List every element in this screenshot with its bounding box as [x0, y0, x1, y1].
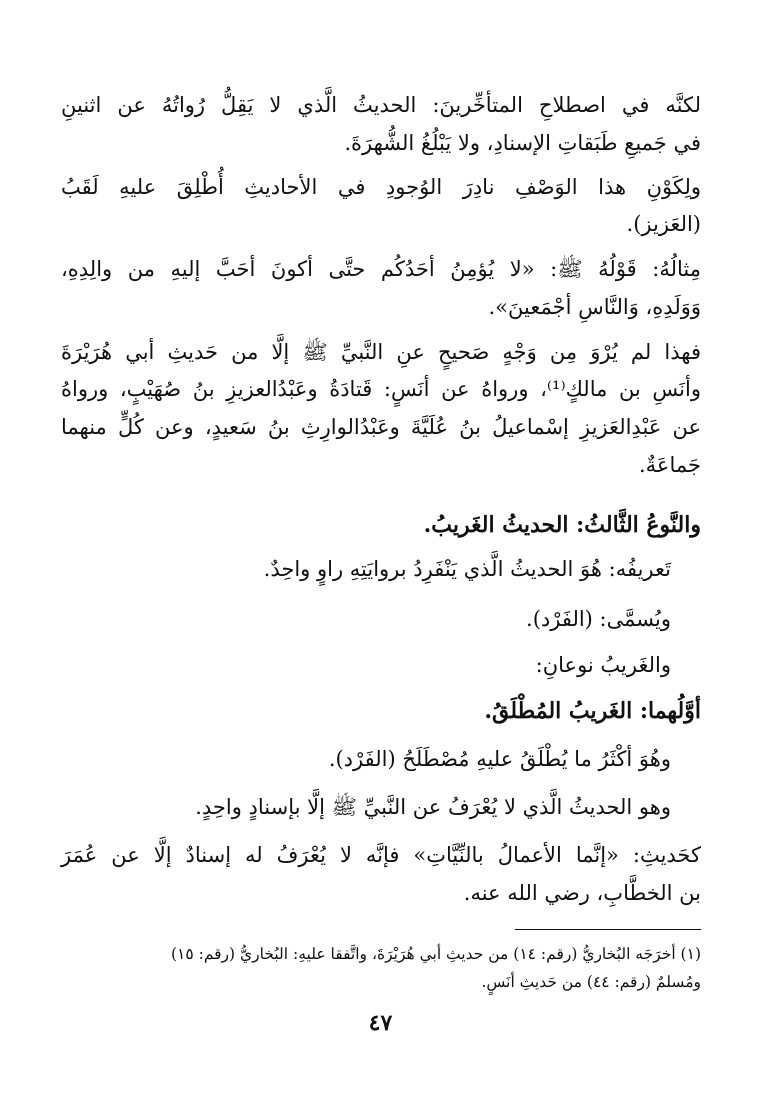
footnote-separator — [515, 929, 701, 930]
paragraph-line: مِثالُهُ: قَوْلُهُ ﷺ: «لا يُؤمِنُ أحَدُكُم حتَّى أكونَ أحَبَّ إليهِ من والِدِهِ، — [61, 257, 701, 281]
page-number: ٤٧ — [368, 1010, 393, 1036]
paragraph-line: وَوَلَدِهِ، وَالنَّاسِ أجْمَعينَ». — [488, 295, 701, 319]
paragraph-line: لكنَّه في اصطلاحِ المتأخِّرينَ: الحديثُ الَّذي لا يَقِلُّ رُواتُهُ عن اثنينِ — [61, 93, 701, 117]
section-heading: والنَّوعُ الثَّالثُ: الحديثُ الغَريبُ. — [423, 512, 701, 538]
paragraph-line: (العَزيز). — [626, 212, 701, 236]
paragraph-line: جَماعَةٌ. — [639, 453, 701, 477]
paragraph-line: بن الخطَّابِ، رضي الله عنه. — [463, 881, 701, 905]
paragraph-line: وهُوَ أكْثَرُ ما يُطْلَقُ عليهِ مُصْطَلَحُ (الفَرْد). — [328, 747, 671, 771]
subsection-heading: أوَّلُهما: الغَريبُ المُطْلَقُ. — [484, 698, 701, 724]
paragraph-line: كحَديثِ: «إنَّما الأعمالُ بالنِّيَّاتِ» فإنَّه لا يُعْرَفُ له إسنادٌ إلَّا عن عُمَرَ — [61, 843, 701, 867]
paragraph-line: فهذا لم يُرْوَ مِن وَجْهٍ صَحيحٍ عنِ النَّبيِّ ﷺ إلَّا من حَديثِ أبي هُرَيْرَةَ — [61, 340, 701, 364]
paragraph-line: وأنَسِ بن مالكٍ⁽¹⁾، ورواهُ عن أنَسٍ: قَتادَةُ وعَبْدُالعزيزِ بنُ صُهَيْبٍ، ورواهُ — [61, 377, 701, 401]
definition-line: والغَريبُ نوعانِ: — [535, 653, 671, 677]
definition-line: ويُسمَّى: (الفَرْد). — [526, 607, 671, 631]
footnote-line: (١) أخرَجَه البُخاريُّ (رقم: ١٤) من حديثِ أبي هُرَيْرَةَ، واتَّفقا عليهِ: البُخاريُّ (رقم: ١٥) — [170, 945, 701, 963]
definition-line: تَعريفُه: هُوَ الحديثُ الَّذي يَنْفَرِدُ بروايَتِهِ راوٍ واحِدٌ. — [263, 557, 671, 581]
paragraph-line: ولِكَوْنِ هذا الوَصْفِ نادِرَ الوُجودِ في الأحاديثِ أُطْلِقَ عليهِ لَقَبُ — [61, 175, 701, 199]
paragraph-line: عن عَبْدِالعَزيزِ إسْماعيلُ بنُ عُلَيَّةَ وعَبْدُالوارِثِ بنُ سَعيدٍ، وعن كُلٍّ منهما — [61, 415, 701, 439]
footnote-line: ومُسلمٌ (رقم: ٤٤) من حَديثِ أنَسٍ. — [481, 973, 701, 991]
paragraph-line: وهو الحديثُ الَّذي لا يُعْرَفُ عن النَّبيِّ ﷺ إلَّا بإسنادٍ واحِدٍ. — [195, 795, 671, 819]
paragraph-line: في جَميعِ طَبَقاتِ الإسنادِ، ولا يَبْلُغُ الشُّهرَةَ. — [344, 131, 701, 155]
